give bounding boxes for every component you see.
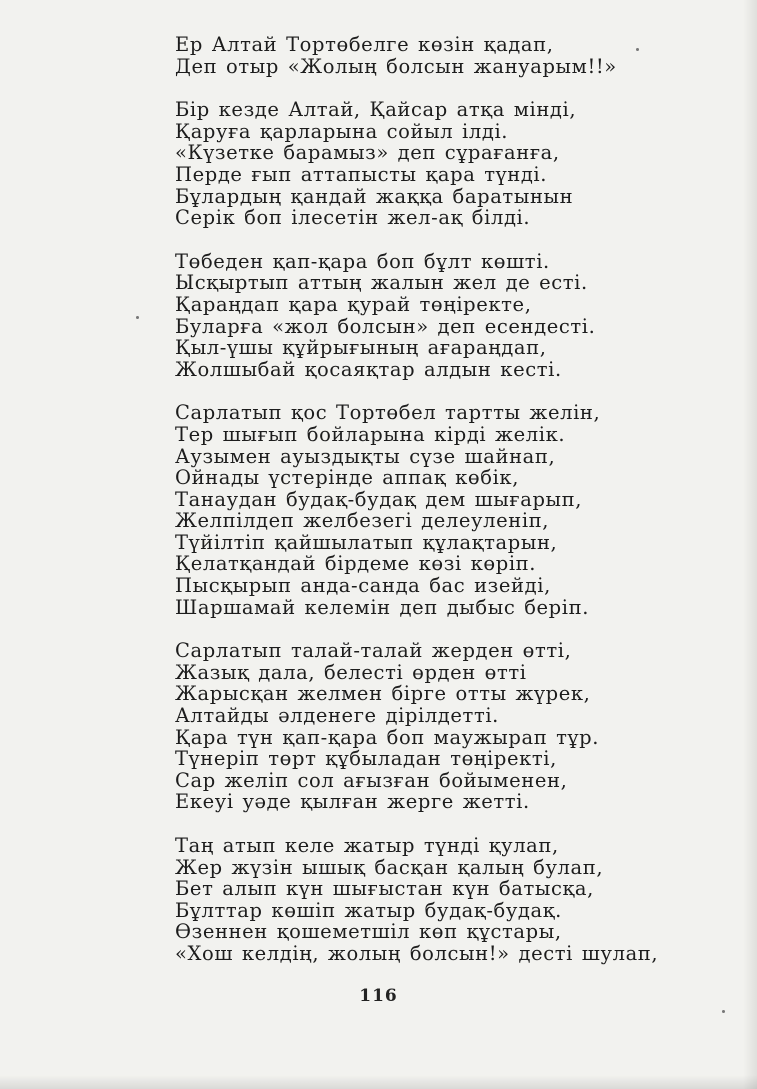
poem-line: Бұлардың қандай жаққа баратынын	[175, 184, 574, 208]
poem-line: Қараңдап қара қурай төңіректе,	[175, 292, 532, 316]
poem-line: Буларға «жол болсын» деп есендесті.	[175, 314, 596, 338]
poem-line: Қыл-үшы құйрығының ағараңдап,	[175, 336, 547, 360]
page-number: 116	[359, 986, 398, 1006]
poem-line: Сар желіп сол ағызған бойыменен,	[175, 768, 568, 792]
poem-line: Ойнады үстерінде аппақ көбік,	[175, 466, 520, 490]
poem-line: Таң атып келе жатыр түнді қулап,	[175, 834, 559, 857]
poem-line: Ысқыртып аттың жалын жел де есті.	[175, 271, 588, 295]
poem-line: Қаруға қарларына сойыл ілді.	[175, 119, 509, 143]
poem-line: Ер Алтай Тортөбелге көзін қадап,	[175, 33, 554, 56]
poem-text	[175, 34, 735, 987]
poem-stanza	[175, 835, 735, 965]
poem-stanza	[175, 640, 735, 813]
poem-line: Танаудан будақ-будақ дем шығарып,	[175, 487, 583, 511]
poem-line: Желпілдеп желбезегі делеуленіп,	[175, 509, 550, 533]
poem-line: Перде ғып аттапысты қара түнді.	[175, 162, 548, 186]
poem-line: Пысқырып анда-санда бас изейді,	[175, 574, 551, 598]
poem-stanza	[175, 402, 735, 618]
poem-line: Шаршамай келемін деп дыбыс беріп.	[175, 595, 590, 619]
poem-line: Жер жүзін ышық басқан қалың булап,	[175, 855, 604, 879]
poem-line: Жарысқан желмен бірге отты жүрек,	[175, 682, 591, 706]
poem-line: «Күзетке барамыз» деп сұрағанға,	[175, 141, 560, 165]
poem-line: Төбеден қап-қара боп бұлт көшті.	[175, 249, 550, 273]
poem-line: Түнеріп төрт құбыладан төңіректі,	[175, 747, 557, 771]
page-edge-shadow	[743, 0, 757, 1089]
poem-stanza	[175, 34, 735, 77]
page-bottom-shadow	[0, 1075, 757, 1089]
poem-line: Сарлатып талай-талай жерден өтті,	[175, 639, 572, 663]
poem-line: Серік боп ілесетін жел-ақ білді.	[175, 206, 531, 230]
ink-speck	[136, 316, 139, 319]
poem-line: Бұлттар көшіп жатыр будақ-будақ.	[175, 898, 562, 922]
poem-line: Бет алып күн шығыстан күн батысқа,	[175, 877, 594, 901]
poem-stanza	[175, 251, 735, 381]
poem-line: Жазық дала, белесті өрден өтті	[175, 660, 527, 684]
poem-line: Қара түн қап-қара боп маужырап тұр.	[175, 725, 599, 749]
poem-stanza	[175, 99, 735, 229]
poem-line: «Хош келдің, жолың болсын!» десті шулап,	[175, 941, 659, 965]
poem-line: Қелатқандай бірдеме көзі көріп.	[175, 552, 537, 576]
poem-line: Екеуі уәде қылған жерге жетті.	[175, 790, 530, 814]
poem-line: Түйілтіп қайшылатып құлақтарын,	[175, 530, 558, 554]
poem-line: Алтайды әлденеге дірілдетті.	[175, 704, 499, 728]
poem-line: Бір кезде Алтай, Қайсар атқа мінді,	[175, 98, 577, 122]
poem-line: Жолшыбай қосаяқтар алдын кесті.	[175, 357, 562, 381]
poem-line: Тер шығып бойларына кірді желік.	[175, 422, 566, 446]
poem-line: Өзеннен қошеметшіл көп құстары,	[175, 920, 562, 944]
poem-line: Аузымен ауыздықты сүзе шайнап,	[175, 444, 556, 468]
ink-speck	[722, 1010, 725, 1013]
poem-line: Деп отыр «Жолың болсын жануарым!!»	[175, 54, 617, 78]
poem-line: Сарлатып қос Тортөбел тартты желін,	[175, 401, 601, 425]
